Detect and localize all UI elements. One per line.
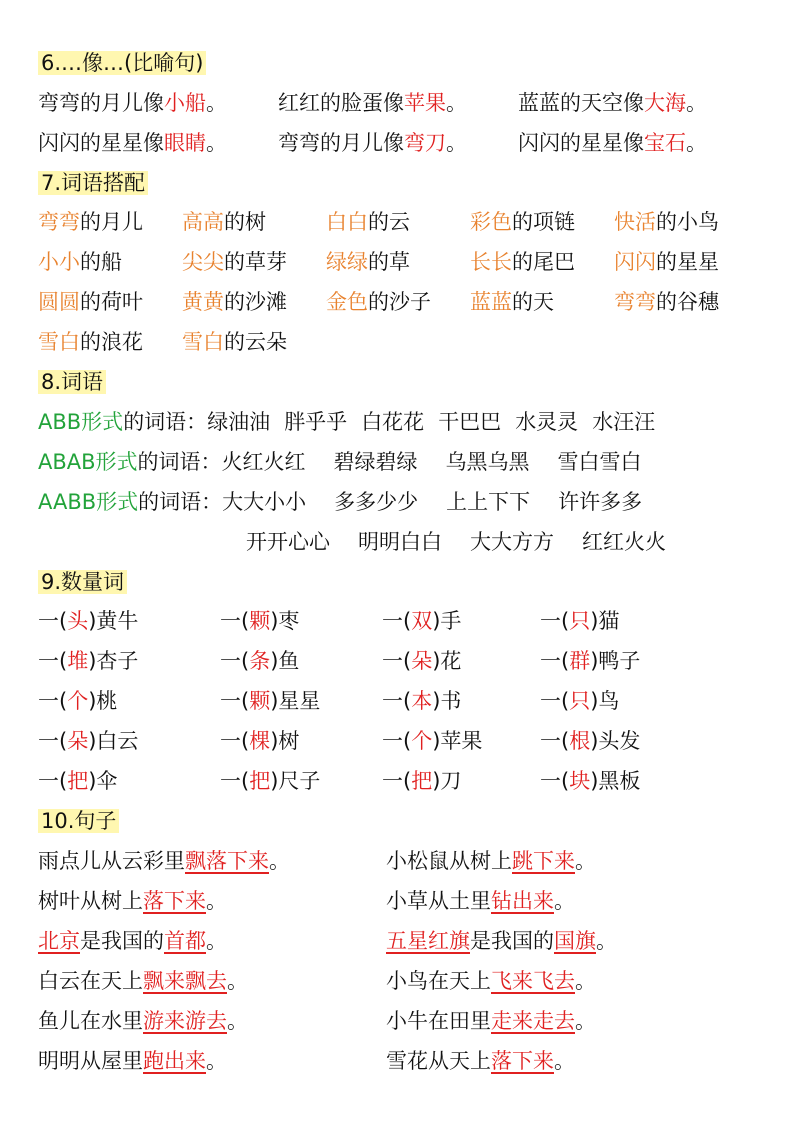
abab-suffix: 的词语：	[137, 450, 222, 474]
simile-item: 红红的脸蛋像苹果。	[278, 91, 467, 115]
simile-item: 弯弯的月儿像小船。	[38, 91, 227, 115]
section-8-heading: 8.词语	[38, 370, 106, 394]
abb-word: 绿油油	[207, 410, 271, 434]
quantifier-item: 一(把)伞	[38, 769, 118, 793]
quantifier-item: 一(把)尺子	[220, 769, 321, 793]
abb-form-label: ABB形式	[38, 410, 124, 434]
quantifier-item: 一(棵)树	[220, 729, 300, 753]
simile-item: 弯弯的月儿像弯刀。	[278, 131, 467, 155]
sentence-item: 雪花从天上落下来。	[386, 1049, 575, 1073]
abab-word: 乌黑乌黑	[445, 450, 530, 474]
collocation-item: 彩色的项链	[470, 210, 575, 234]
quantifier-item: 一(朵)花	[382, 649, 462, 673]
quantifier-item: 一(只)鸟	[540, 689, 620, 713]
sentence-item: 雨点儿从云彩里飘落下来。	[38, 849, 290, 873]
abb-word: 水灵灵	[515, 410, 579, 434]
abb-words-row	[38, 407, 669, 437]
quantifier-item: 一(群)鸭子	[540, 649, 641, 673]
aabb-word: 多多少少	[334, 490, 419, 514]
collocation-item: 雪白的云朵	[182, 330, 287, 354]
collocation-item: 闪闪的星星	[614, 250, 719, 274]
aabb-word: 开开心心	[246, 530, 330, 554]
collocation-item: 雪白的浪花	[38, 330, 143, 354]
abab-word: 碧绿碧绿	[333, 450, 418, 474]
collocation-item: 快活的小鸟	[614, 210, 719, 234]
sentence-item: 小鸟在天上飞来飞去。	[386, 969, 596, 993]
aabb-form-label: AABB形式	[38, 490, 139, 514]
collocation-item: 圆圆的荷叶	[38, 290, 143, 314]
quantifier-item: 一(头)黄牛	[38, 609, 139, 633]
quantifier-item: 一(条)鱼	[220, 649, 300, 673]
collocation-item: 尖尖的草芽	[182, 250, 287, 274]
sentence-item: 小牛在田里走来走去。	[386, 1009, 596, 1033]
quantifier-item: 一(只)猫	[540, 609, 620, 633]
sentence-item: 鱼儿在水里游来游去。	[38, 1009, 248, 1033]
section-7-heading: 7.词语搭配	[38, 171, 148, 195]
collocation-item: 绿绿的草	[326, 250, 410, 274]
collocation-item: 弯弯的谷穗	[614, 290, 719, 314]
collocation-item: 白白的云	[326, 210, 410, 234]
section-6-heading: 6.…像…(比喻句)	[38, 51, 206, 75]
section-10-heading-line	[38, 806, 119, 836]
quantifier-item: 一(根)头发	[540, 729, 641, 753]
collocation-item: 弯弯的月儿	[38, 210, 143, 234]
simile-item: 蓝蓝的天空像大海。	[518, 91, 707, 115]
abb-suffix: 的词语：	[123, 410, 208, 434]
aabb-word: 大大方方	[470, 530, 554, 554]
sentence-item: 小草从土里钻出来。	[386, 889, 575, 913]
aabb-word: 明明白白	[358, 530, 442, 554]
quantifier-item: 一(颗)枣	[220, 609, 300, 633]
aabb-word: 许许多多	[558, 490, 643, 514]
abab-word: 火红火红	[221, 450, 306, 474]
quantifier-item: 一(颗)星星	[220, 689, 321, 713]
collocation-item: 长长的尾巴	[470, 250, 575, 274]
section-6-heading-line	[38, 48, 206, 78]
quantifier-item: 一(朵)白云	[38, 729, 139, 753]
collocation-item: 高高的树	[182, 210, 266, 234]
section-9-heading: 9.数量词	[38, 570, 127, 594]
aabb-words-row-2	[246, 527, 694, 557]
aabb-word: 红红火火	[582, 530, 666, 554]
collocation-item: 小小的船	[38, 250, 122, 274]
abab-form-label: ABAB形式	[38, 450, 138, 474]
section-8-heading-line	[38, 367, 106, 397]
abb-word: 水汪汪	[592, 410, 656, 434]
abab-words-row	[38, 447, 670, 477]
sentence-item: 树叶从树上落下来。	[38, 889, 227, 913]
collocation-item: 黄黄的沙滩	[182, 290, 287, 314]
quantifier-item: 一(个)苹果	[382, 729, 483, 753]
quantifier-item: 一(堆)杏子	[38, 649, 139, 673]
aabb-word: 上上下下	[446, 490, 531, 514]
quantifier-item: 一(把)刀	[382, 769, 462, 793]
section-10-heading: 10.句子	[38, 809, 119, 833]
sentence-item: 五星红旗是我国的国旗。	[386, 929, 617, 953]
quantifier-item: 一(块)黑板	[540, 769, 641, 793]
aabb-suffix: 的词语：	[138, 490, 223, 514]
sentence-item: 明明从屋里跑出来。	[38, 1049, 227, 1073]
sentence-item: 小松鼠从树上跳下来。	[386, 849, 596, 873]
collocation-item: 蓝蓝的天	[470, 290, 554, 314]
quantifier-item: 一(个)桃	[38, 689, 118, 713]
abb-word: 胖乎乎	[284, 410, 348, 434]
abb-word: 干巴巴	[438, 410, 502, 434]
simile-item: 闪闪的星星像眼睛。	[38, 131, 227, 155]
aabb-words-row	[38, 487, 670, 517]
collocation-item: 金色的沙子	[326, 290, 431, 314]
sentence-item: 白云在天上飘来飘去。	[38, 969, 248, 993]
section-9-heading-line	[38, 567, 127, 597]
abb-word: 白花花	[361, 410, 425, 434]
aabb-word: 大大小小	[222, 490, 307, 514]
sentence-item: 北京是我国的首都。	[38, 929, 227, 953]
section-7-heading-line	[38, 168, 148, 198]
abab-word: 雪白雪白	[557, 450, 642, 474]
quantifier-item: 一(本)书	[382, 689, 462, 713]
quantifier-item: 一(双)手	[382, 609, 462, 633]
simile-item: 闪闪的星星像宝石。	[518, 131, 707, 155]
